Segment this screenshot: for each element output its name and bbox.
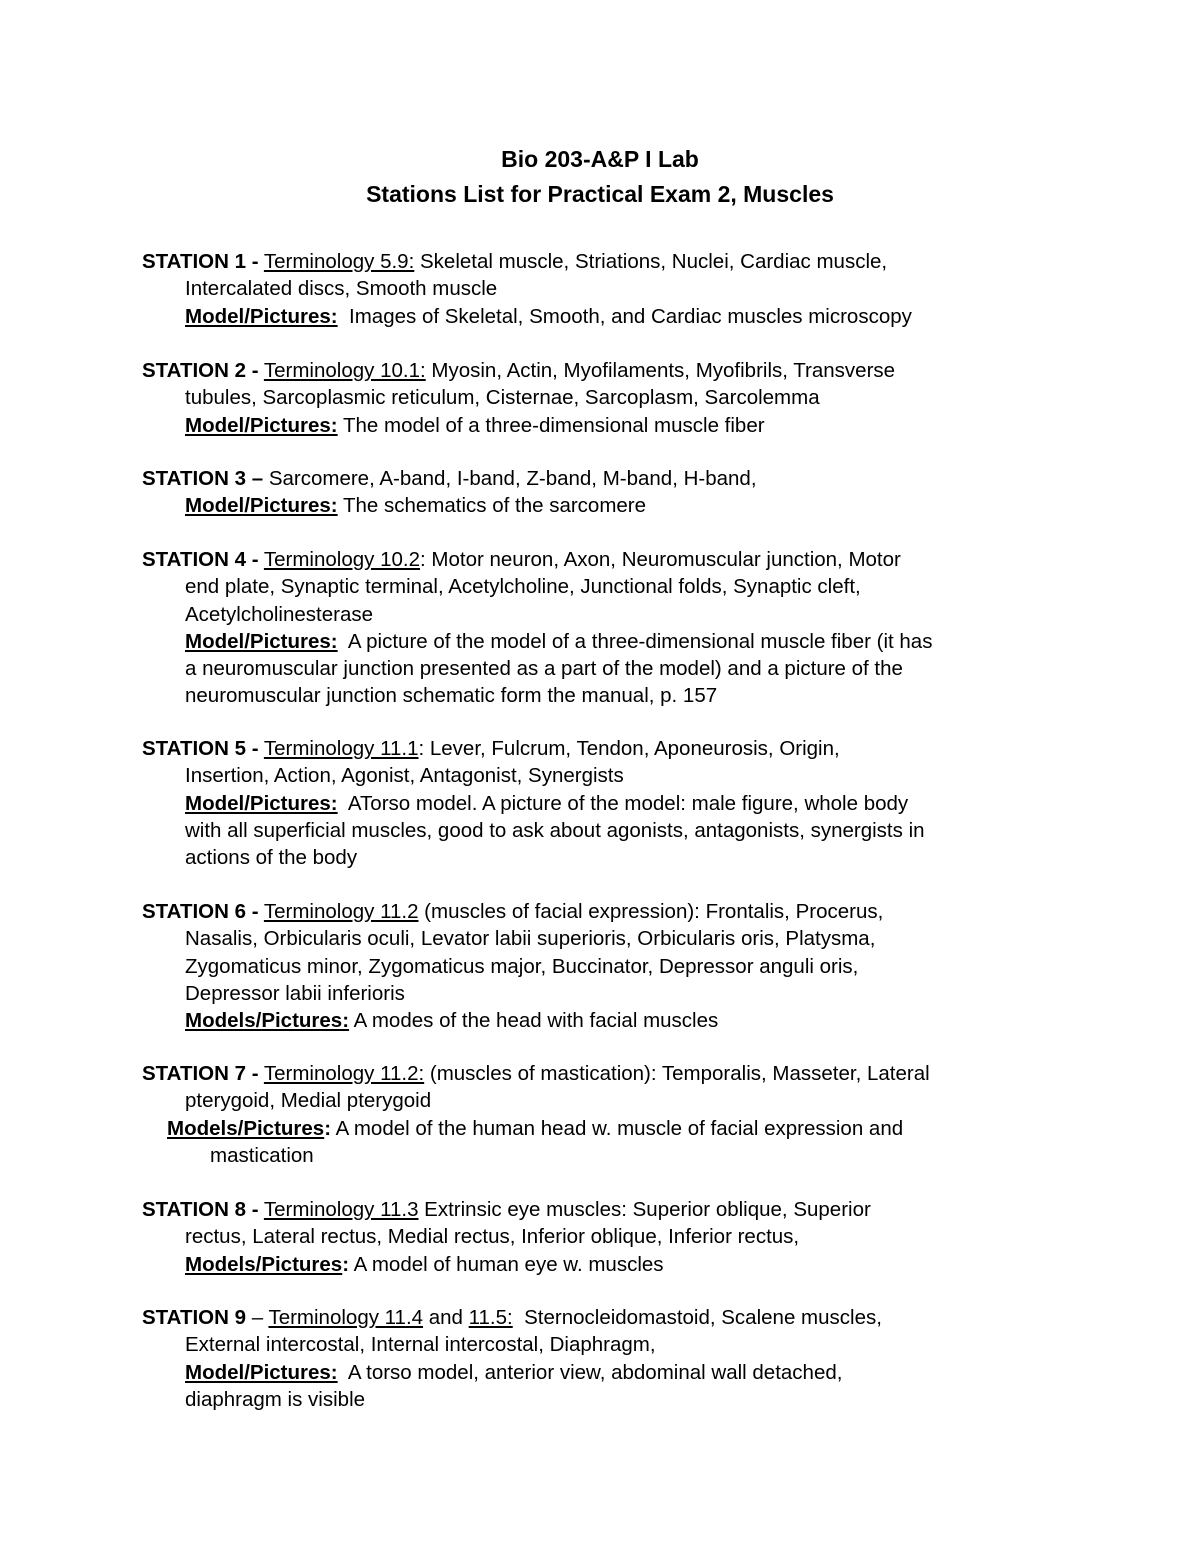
station-terms: Sarcomere, A-band, I-band, Z-band, M-band, H-band, [263,467,757,490]
model-pictures-text: ATorso model. A picture of the model: male figure, whole body [337,791,909,815]
station-line [142,1304,1142,1331]
model-pictures [142,492,1142,519]
model-pictures-label: Model/Pictures: [185,413,338,437]
station-label: STATION 5 - [142,737,259,760]
station-terms-cont: tubules, Sarcoplasmic reticulum, Cisternae, Sarcoplasm, Sarcolemma [185,386,820,410]
model-pictures-text: A model of the human head w. muscle of facial expression and [331,1116,904,1140]
model-pictures-colon: : [342,1252,350,1276]
model-pictures [142,1115,1142,1142]
station-terms-cont: External intercostal, Internal intercostal, Diaphragm, [185,1333,656,1357]
terminology-ref: Terminology 5.9: [263,250,415,273]
model-pictures [142,1007,1142,1034]
model-pictures [142,790,1142,817]
document-title: Stations List for Practical Exam 2, Muscles [366,181,834,207]
station-dash: – [246,1306,269,1329]
model-pictures-label: Model/Pictures: [185,1360,338,1384]
model-pictures-cont: neuromuscular junction schematic form the manual, p. 157 [185,684,718,708]
station-terms-cont: rectus, Lateral rectus, Medial rectus, Inferior oblique, Inferior rectus, [185,1225,800,1249]
model-pictures-text: The model of a three-dimensional muscle fiber [337,413,765,437]
model-pictures-label: Model/Pictures: [185,304,338,328]
model-pictures-text: A modes of the head with facial muscles [349,1009,719,1033]
station-label: STATION 7 - [142,1062,259,1085]
model-pictures-cont: mastication [210,1143,314,1167]
model-pictures-colon: : [324,1116,332,1140]
station-label: STATION 3 – [142,467,264,490]
station-2 [142,357,1142,439]
station-terms-cont: end plate, Synaptic terminal, Acetylcholine, Junctional folds, Synaptic cleft, [185,575,861,599]
station-4 [142,546,1142,710]
station-label: STATION 8 - [142,1198,259,1221]
terminology-ref: Terminology 11.2: [263,1062,425,1085]
station-6 [142,898,1142,1034]
station-8 [142,1196,1142,1278]
station-5 [142,735,1142,871]
model-pictures-cont: with all superficial muscles, good to ask about agonists, antagonists, synergists in [185,818,925,842]
terminology-ref: Terminology 11.4 [268,1306,424,1329]
station-line [142,546,1142,573]
station-7 [142,1060,1142,1169]
station-terms: (muscles of facial expression): Frontalis, Procerus, [418,900,884,923]
station-label: STATION 6 - [142,900,259,923]
model-pictures [142,412,1142,439]
station-line [142,735,1142,762]
model-pictures-label: Models/Pictures: [185,1009,350,1033]
terminology-ref-2: 11.5: [468,1306,513,1329]
station-terms-cont: Depressor labii inferioris [185,981,405,1005]
model-pictures [142,1251,1142,1278]
station-line [142,1196,1142,1223]
station-terms-cont: Acetylcholinesterase [185,602,374,626]
station-terms-cont: Nasalis, Orbicularis oculi, Levator labii superioris, Orbicularis oris, Platysma, [185,927,876,951]
station-terms-cont: Zygomaticus minor, Zygomaticus major, Buccinator, Depressor anguli oris, [185,954,859,978]
station-terms: Sternocleidomastoid, Scalene muscles, [512,1306,882,1329]
model-pictures-label: Model/Pictures: [185,494,338,518]
station-terms-cont: pterygoid, Medial pterygoid [185,1089,432,1113]
course-title: Bio 203-A&P I Lab [501,146,699,172]
station-line [142,357,1142,384]
station-label: STATION 2 - [142,359,259,382]
model-pictures-text: A model of human eye w. muscles [349,1252,664,1276]
station-terms-cont: Insertion, Action, Agonist, Antagonist, Synergists [185,764,624,788]
model-pictures-cont: a neuromuscular junction presented as a part of the model) and a picture of the [185,657,903,681]
model-pictures-label: Model/Pictures: [185,791,338,815]
station-terms: : Motor neuron, Axon, Neuromuscular junction, Motor [420,548,901,571]
model-pictures [142,303,1142,330]
terminology-ref: Terminology 10.1: [263,359,426,382]
station-9 [142,1304,1142,1413]
station-terms: Extrinsic eye muscles: Superior oblique, Superior [418,1198,871,1221]
model-pictures-text: Images of Skeletal, Smooth, and Cardiac muscles microscopy [337,304,912,328]
station-label: STATION 9 [142,1306,247,1329]
station-and: and [423,1306,469,1329]
station-label: STATION 1 - [142,250,259,273]
terminology-ref: Terminology 11.2 [263,900,419,923]
model-pictures-label: Models/Pictures [185,1252,343,1276]
station-terms: (muscles of mastication): Temporalis, Masseter, Lateral [424,1062,930,1085]
model-pictures-text: A torso model, anterior view, abdominal wall detached, [337,1360,843,1384]
terminology-ref: Terminology 11.3 [263,1198,419,1221]
station-line [142,465,1142,492]
model-pictures-label: Models/Pictures [167,1116,325,1140]
model-pictures [142,628,1142,655]
model-pictures-cont: actions of the body [185,846,358,870]
station-1 [142,248,1142,330]
model-pictures-text: The schematics of the sarcomere [337,494,647,518]
terminology-ref: Terminology 11.1 [263,737,419,760]
station-terms: Myosin, Actin, Myofilaments, Myofibrils, Transverse [425,359,896,382]
station-line [142,898,1142,925]
station-terms: Skeletal muscle, Striations, Nuclei, Cardiac muscle, [414,250,888,273]
station-line [142,1060,1142,1087]
station-line [142,248,1142,275]
model-pictures-cont: diaphragm is visible [185,1387,366,1411]
model-pictures-label: Model/Pictures: [185,629,338,653]
terminology-ref: Terminology 10.2 [263,548,420,571]
model-pictures-text: A picture of the model of a three-dimensional muscle fiber (it has [337,629,933,653]
station-3 [142,465,1142,520]
station-label: STATION 4 - [142,548,259,571]
station-terms: : Lever, Fulcrum, Tendon, Aponeurosis, Origin, [418,737,840,760]
model-pictures [142,1359,1142,1386]
station-terms-cont: Intercalated discs, Smooth muscle [185,277,498,301]
